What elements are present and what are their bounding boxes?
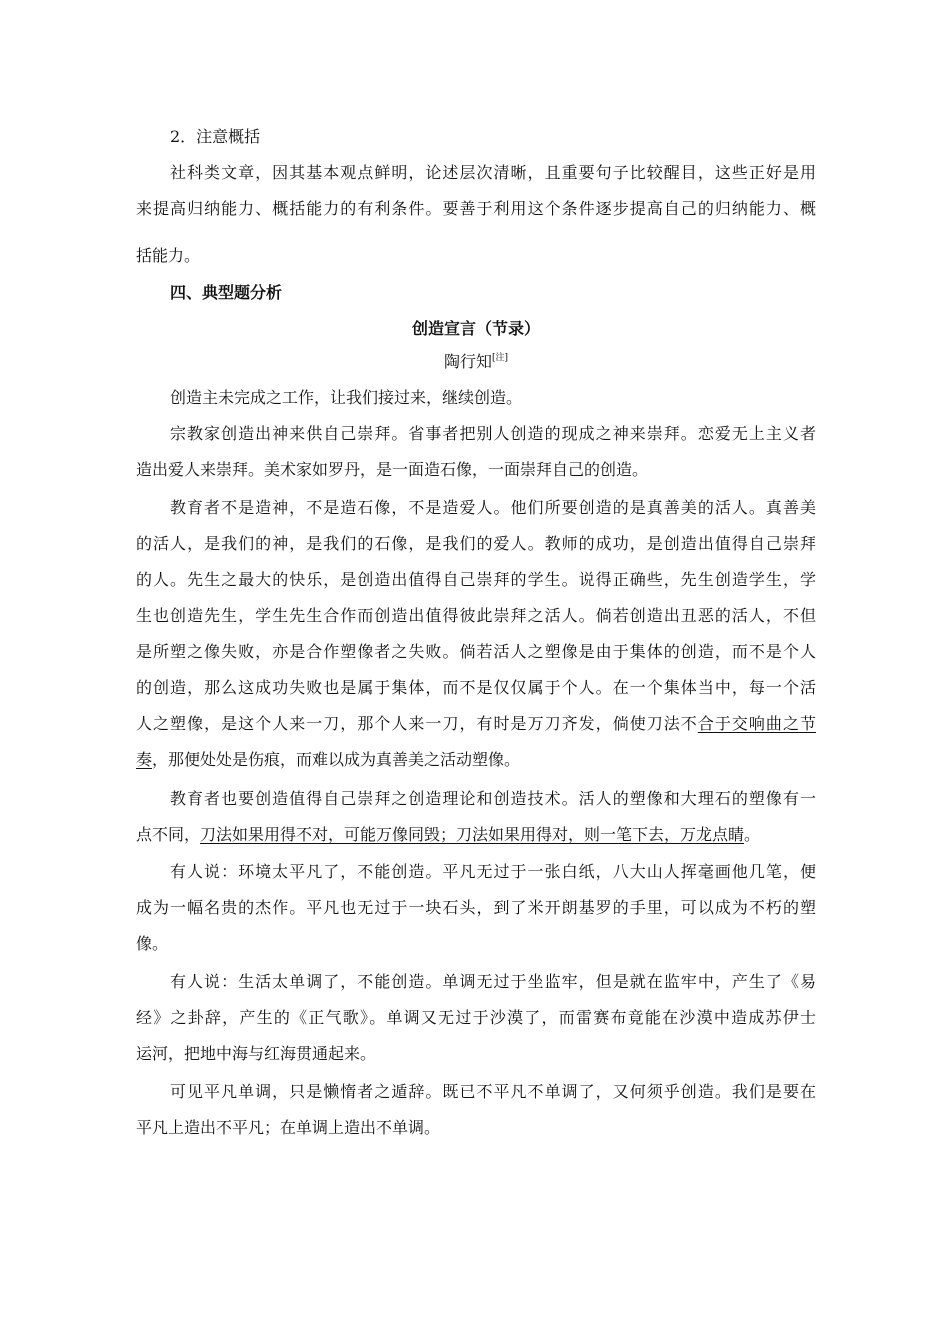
paragraph-line: 像。 xyxy=(136,934,169,953)
paragraph-line: 有人说：环境太平凡了，不能创造。平凡无过于一张白纸，八大山人挥毫画他几笔，便 xyxy=(170,862,816,881)
paragraph-line xyxy=(136,749,816,771)
paragraph-line: 生也创造先生，学生先生合作而创造出值得彼此崇拜之活人。倘若创造出丑恶的活人，不但 xyxy=(136,606,816,625)
text-span: 点不同， xyxy=(136,825,201,844)
paragraph-line: 的人。先生之最大的快乐，是创造出值得自己崇拜的学生。说得正确些，先生创造学生，学 xyxy=(136,570,816,589)
paragraph-line: 的创造，那么这成功失败也是属于集体，而不是仅仅属于个人。在一个集体当中，每一个活 xyxy=(136,678,816,697)
section-heading-4: 四、典型题分析 xyxy=(170,283,283,302)
paragraph-line: 教育者不是造神，不是造石像，不是造爱人。他们所要创造的是真善美的活人。真善美 xyxy=(170,498,816,517)
paragraph-line: 是所塑之像失败，亦是合作塑像者之失败。倘若活人之塑像是由于集体的创造，而不是个人 xyxy=(136,642,816,661)
paragraph-line: 社科类文章，因其基本观点鲜明，论述层次清晰，且重要句子比较醒目，这些正好是用 xyxy=(170,163,816,182)
paragraph-line: 宗教家创造出神来供自己崇拜。省事者把别人创造的现成之神来崇拜。恋爱无上主义者 xyxy=(170,424,816,443)
paragraph-line: 运河，把地中海与红海贯通起来。 xyxy=(136,1044,377,1063)
paragraph-line: 教育者也要创造值得自己崇拜之创造理论和创造技术。活人的塑像和大理石的塑像有一 xyxy=(170,789,816,808)
paragraph-line xyxy=(136,824,816,846)
section-heading-2: 2．注意概括 xyxy=(170,127,261,146)
text-span: ，那便处处是伤痕，而难以成为真善美之活动塑像。 xyxy=(152,750,521,769)
underlined-text: 合于交响曲之节 xyxy=(697,714,816,733)
text-span: 人之塑像，是这个人来一刀，那个人来一刀，有时是万刀齐发，倘使刀法不 xyxy=(136,714,698,733)
paragraph-line: 可见平凡单调，只是懒惰者之遁辞。既已不平凡不单调了，又何须乎创造。我们是要在 xyxy=(170,1082,816,1101)
paragraph-line: 造出爱人来崇拜。美术家如罗丹，是一面造石像，一面崇拜自己的创造。 xyxy=(136,460,649,479)
paragraph-line: 括能力。 xyxy=(136,246,201,265)
paragraph-line: 平凡上造出不平凡；在单调上造出不单调。 xyxy=(136,1118,441,1137)
paragraph-line: 经》之卦辞，产生的《正气歌》。单调又无过于沙漠了，而雷赛布竟能在沙漠中造成苏伊士 xyxy=(136,1008,816,1027)
paragraph-line: 的活人，是我们的神，是我们的石像，是我们的爱人。教师的成功，是创造出值得自己崇拜 xyxy=(136,534,816,553)
paragraph-line: 创造主未完成之工作，让我们接过来，继续创造。 xyxy=(170,388,523,407)
paragraph-line: 来提高归纳能力、概括能力的有利条件。要善于利用这个条件逐步提高自己的归纳能力、概 xyxy=(136,199,816,218)
underlined-text: 刀法如果用得不对，可能万像同毁；刀法如果用得对，则一笔下去，万龙点睛 xyxy=(200,825,745,844)
text-span: 。 xyxy=(744,825,761,844)
paragraph-line: 有人说：生活太单调了，不能创造。单调无过于坐监牢，但是就在监牢中，产生了《易 xyxy=(170,972,816,991)
author-name: 陶行知 xyxy=(443,352,492,371)
underlined-text: 奏 xyxy=(136,750,153,769)
article-author xyxy=(136,351,816,373)
article-title: 创造宣言（节录） xyxy=(411,319,540,338)
author-note: [注] xyxy=(491,353,509,363)
paragraph-line xyxy=(136,713,816,735)
paragraph-line: 成为一幅名贵的杰作。平凡也无过于一块石头，到了米开朗基罗的手里，可以成为不朽的塑 xyxy=(136,898,816,917)
